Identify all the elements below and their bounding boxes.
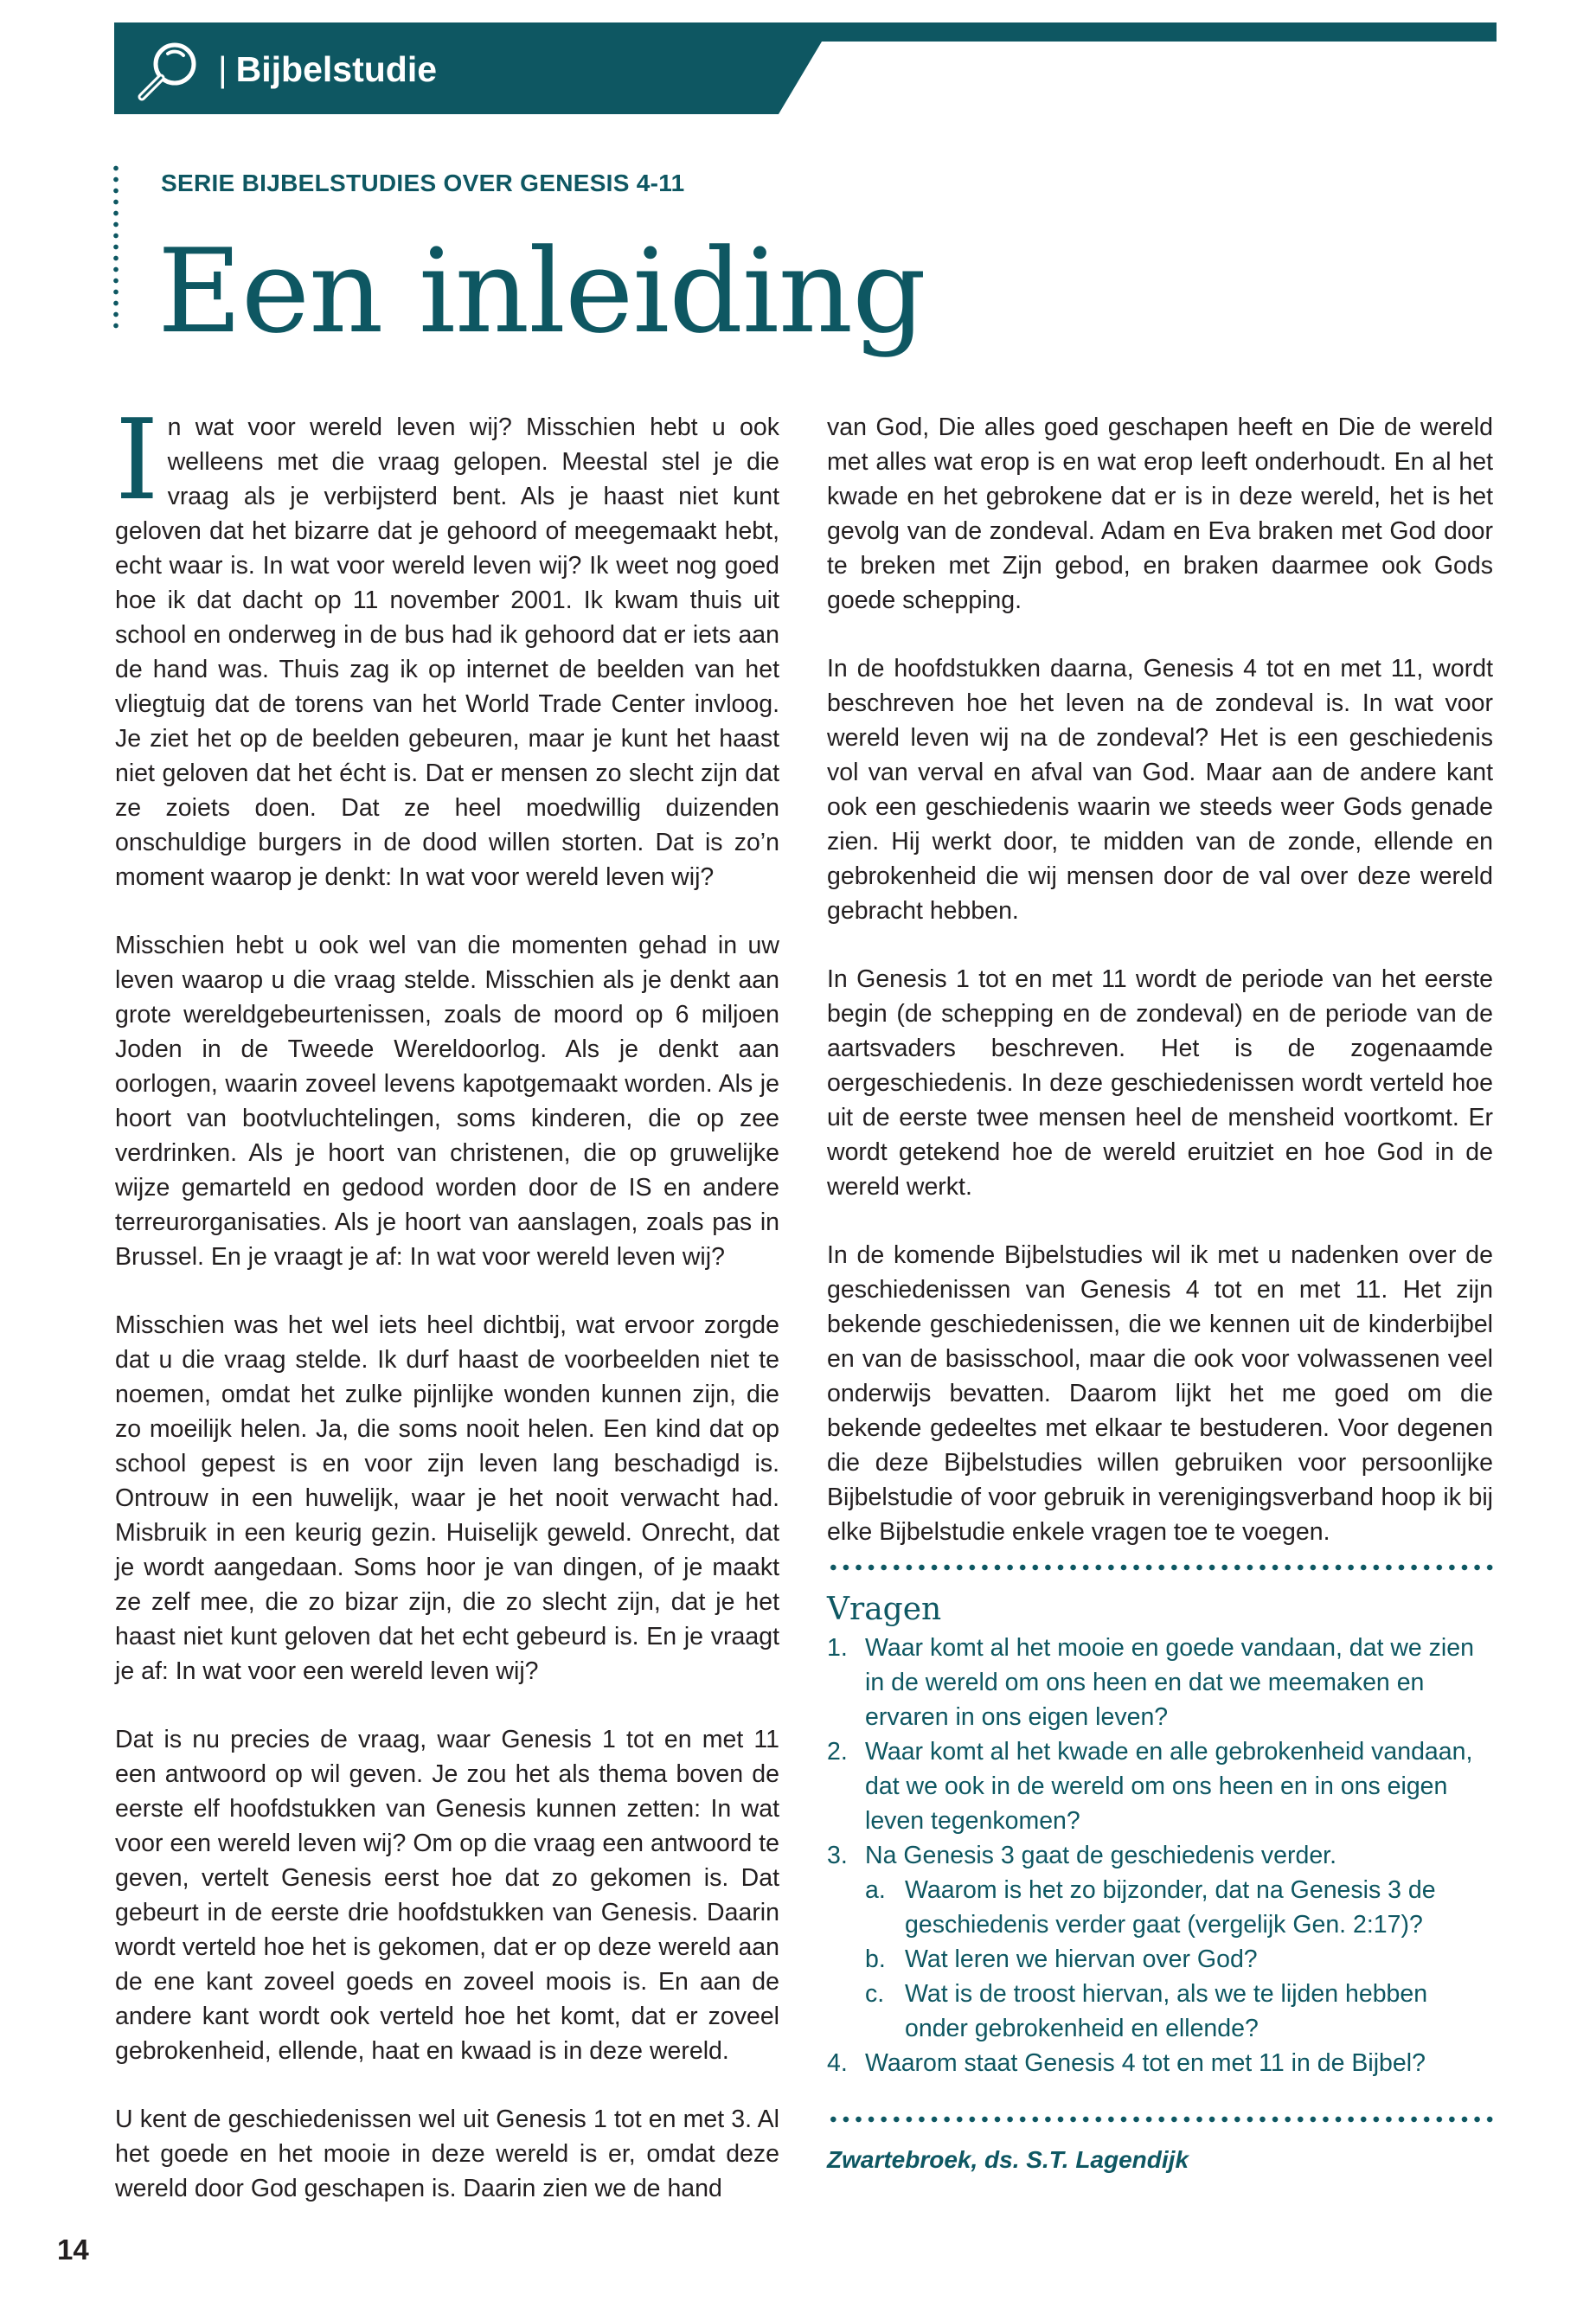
paragraph-6: van God, Die alles goed geschapen heeft en Die de wereld met alles wat erop is en wat erop leeft onderhoudt. En al het kwade en het gebrokene dat er is in deze wereld, het is het gevolg van de zondeval. Adam en Eva braken met God door te breken met Zijn gebod, en braken daarmee ook Gods goede schepping. bbox=[827, 413, 1493, 614]
sub-question-letter: c. bbox=[865, 1980, 885, 2008]
dropcap: I bbox=[115, 396, 159, 525]
article-title: Een inleiding bbox=[157, 224, 926, 359]
question-item bbox=[827, 2046, 1493, 2080]
question-number: 3. bbox=[827, 1842, 848, 1869]
paragraph-7: In de hoofdstukken daarna, Genesis 4 tot en met 11, wordt beschreven hoe het leven na de zondeval is. In wat voor wereld leven wij na de zondeval? Het is een geschiedenis vol van verval en afval van God. Maar aan de andere kant ook een geschiedenis waarin we steeds weer Gods genade zien. Hij werkt door, te midden van de zonde, ellende en gebrokenheid die wij mensen door de val over deze wereld gebracht hebben. bbox=[827, 655, 1493, 925]
dot-divider-top bbox=[827, 1563, 1493, 1572]
magnifier-icon bbox=[130, 35, 204, 109]
right-column bbox=[827, 410, 1493, 2177]
sub-question-letter: a. bbox=[865, 1876, 886, 1904]
sub-question-item bbox=[865, 1977, 1493, 2046]
page-number: 14 bbox=[57, 2234, 89, 2266]
dot-divider-bottom bbox=[827, 2115, 1493, 2124]
questions-list bbox=[827, 1631, 1493, 2080]
sub-question-item bbox=[865, 1942, 1493, 1977]
paragraph-3: Misschien was het wel iets heel dichtbij, wat ervoor zorgde dat u die vraag stelde. Ik durf haast de voorbeelden niet te noemen, omdat het zulke pijnlijke wonden kunnen zijn, die zo moeilijk helen. Ja, die soms nooit helen. Een kind dat op school gepest is en voor zijn leven lang beschadigd is. Ontrouw in een huwelijk, waar je het nooit verwacht had. Misbruik in een keurig gezin. Huiselijk geweld. Onrecht, dat je wordt aangedaan. Soms hoor je van dingen, of je maakt ze zelf mee, die zo bizar zijn, die zo slecht zijn, dat je het haast niet kunt geloven dat het echt gebeurd is. En je vraagt je af: In wat voor een wereld leven wij? bbox=[115, 1311, 779, 1685]
questions-box bbox=[827, 1591, 1493, 2080]
paragraph-1 bbox=[115, 396, 779, 894]
paragraph-5: U kent de geschiedenissen wel uit Genesis 1 tot en met 3. Al het goede en het mooie in deze wereld is er, omdat deze wereld door God geschapen is. Daarin zien we de hand bbox=[115, 2106, 779, 2202]
sub-question-item bbox=[865, 1873, 1493, 1942]
sub-question-letter: b. bbox=[865, 1945, 886, 1973]
sub-question-text: Waarom is het zo bijzonder, dat na Genesis 3 de geschiedenis verder gaat (vergelijk Gen. 2:17)? bbox=[905, 1876, 1436, 1939]
question-number: 1. bbox=[827, 1634, 848, 1662]
paragraph-1-text: n wat voor wereld leven wij? Misschien hebt u ook welleens met die vraag gelopen. Meestal stel je die vraag als je verbijsterd bent. Als je haast niet kunt geloven dat het bizarre dat je gehoord of meegemaakt hebt, echt waar is. In wat voor wereld leven wij? Ik weet nog goed hoe ik dat dacht op 11 november 2001. Ik kwam thuis uit school en onderweg in de bus had ik gehoord dat er iets aan de hand was. Thuis zag ik op internet de beelden van het vliegtuig dat de torens van het World Trade Center invloog. Je ziet het op de beelden gebeuren, maar je kunt het haast niet geloven dat het écht is. Dat er mensen zo slecht zijn dat ze zoiets doen. Dat ze heel moedwillig duizenden onschuldige burgers in de dood willen storten. Dat is zo’n moment waarop je denkt: In wat voor wereld leven wij? bbox=[115, 413, 779, 891]
question-item bbox=[827, 1838, 1493, 2046]
paragraph-9: In de komende Bijbelstudies wil ik met u nadenken over de geschiedenissen van Genesis 4 tot en met 11. Het zijn bekende geschiedenissen, die we kennen uit de kinderbijbel en van de basisschool, maar die ook voor volwassenen veel onderwijs bevatten. Daarom lijkt het me goed om die bekende gedeeltes met elkaar te bestuderen. Voor degenen die deze Bijbelstudies willen gebruiken voor persoonlijke Bijbelstudie of voor gebruik in verenigingsverband hoop ik bij elke Bijbelstudie enkele vragen toe te voegen. bbox=[827, 1241, 1493, 1546]
sub-question-text: Wat leren we hiervan over God? bbox=[905, 1945, 1258, 1973]
question-number: 4. bbox=[827, 2049, 848, 2077]
author-signature: Zwartebroek, ds. S.T. Lagendijk bbox=[827, 2146, 1189, 2173]
vertical-dot-divider bbox=[112, 163, 119, 332]
question-item bbox=[827, 1734, 1493, 1838]
sub-question-text: Wat is de troost hiervan, als we te lijden hebben onder gebrokenheid en ellende? bbox=[905, 1980, 1428, 2042]
section-header bbox=[114, 22, 1497, 114]
paragraph-4: Dat is nu precies de vraag, waar Genesis 1 tot en met 11 een antwoord op wil geven. Je zou het als thema boven de eerste elf hoofdstukken van Genesis kunnen zetten: In wat voor een wereld leven wij? Om op die vraag een antwoord te geven, vertelt Genesis eerst hoe dat zo gekomen is. Dat gebeurt in de eerste drie hoofdstukken van Genesis. Daarin wordt verteld hoe het is gekomen, dat er op deze wereld aan de ene kant zoveel goeds en zoveel moois is. En aan de andere kant wordt ook verteld hoe het komt, dat er zoveel gebrokenheid, ellende, haat en kwaad is in deze wereld. bbox=[115, 1726, 779, 2065]
series-label: SERIE BIJBELSTUDIES OVER GENESIS 4-11 bbox=[161, 170, 685, 196]
left-column bbox=[115, 396, 779, 2240]
question-text: Waar komt al het mooie en goede vandaan, dat we zien in de wereld om ons heen en dat we meemaken en ervaren in ons eigen leven? bbox=[865, 1634, 1474, 1731]
question-number: 2. bbox=[827, 1738, 848, 1766]
question-text: Na Genesis 3 gaat de geschiedenis verder. bbox=[865, 1842, 1337, 1869]
paragraph-2: Misschien hebt u ook wel van die momenten gehad in uw leven waarop u die vraag stelde. Misschien als je denkt aan grote wereldgebeurtenissen, zoals de moord op 6 miljoen Joden in de Tweede Wereldoorlog. Als je denkt aan oorlogen, waarin zoveel levens kapotgemaakt worden. Als je hoort van bootvluchtelingen, soms kinderen, die op zee verdrinken. Als je hoort van christenen, die op gruwelijke wijze gemarteld en gedood worden door de IS en andere terreurorganisaties. Als je hoort van aanslagen, zoals pas in Brussel. En je vraagt je af: In wat voor wereld leven wij? bbox=[115, 932, 779, 1271]
question-text: Waar komt al het kwade en alle gebrokenheid vandaan, dat we ook in de wereld om ons heen en in ons eigen leven tegenkomen? bbox=[865, 1738, 1473, 1835]
questions-title: Vragen bbox=[827, 1592, 942, 1627]
section-label: | Bijbelstudie bbox=[218, 49, 438, 89]
question-text: Waarom staat Genesis 4 tot en met 11 in de Bijbel? bbox=[865, 2049, 1426, 2077]
paragraph-8: In Genesis 1 tot en met 11 wordt de periode van het eerste begin (de schepping en de zondeval) en de periode van de aartsvaders beschreven. Het is de zogenaamde oergeschiedenis. In deze geschiedenissen wordt verteld hoe uit de eerste twee mensen heel de mensheid voortkomt. Er wordt getekend hoe de wereld eruitziet en hoe God in de wereld werkt. bbox=[827, 965, 1493, 1201]
sub-question-list bbox=[865, 1873, 1493, 2046]
question-item bbox=[827, 1631, 1493, 1734]
